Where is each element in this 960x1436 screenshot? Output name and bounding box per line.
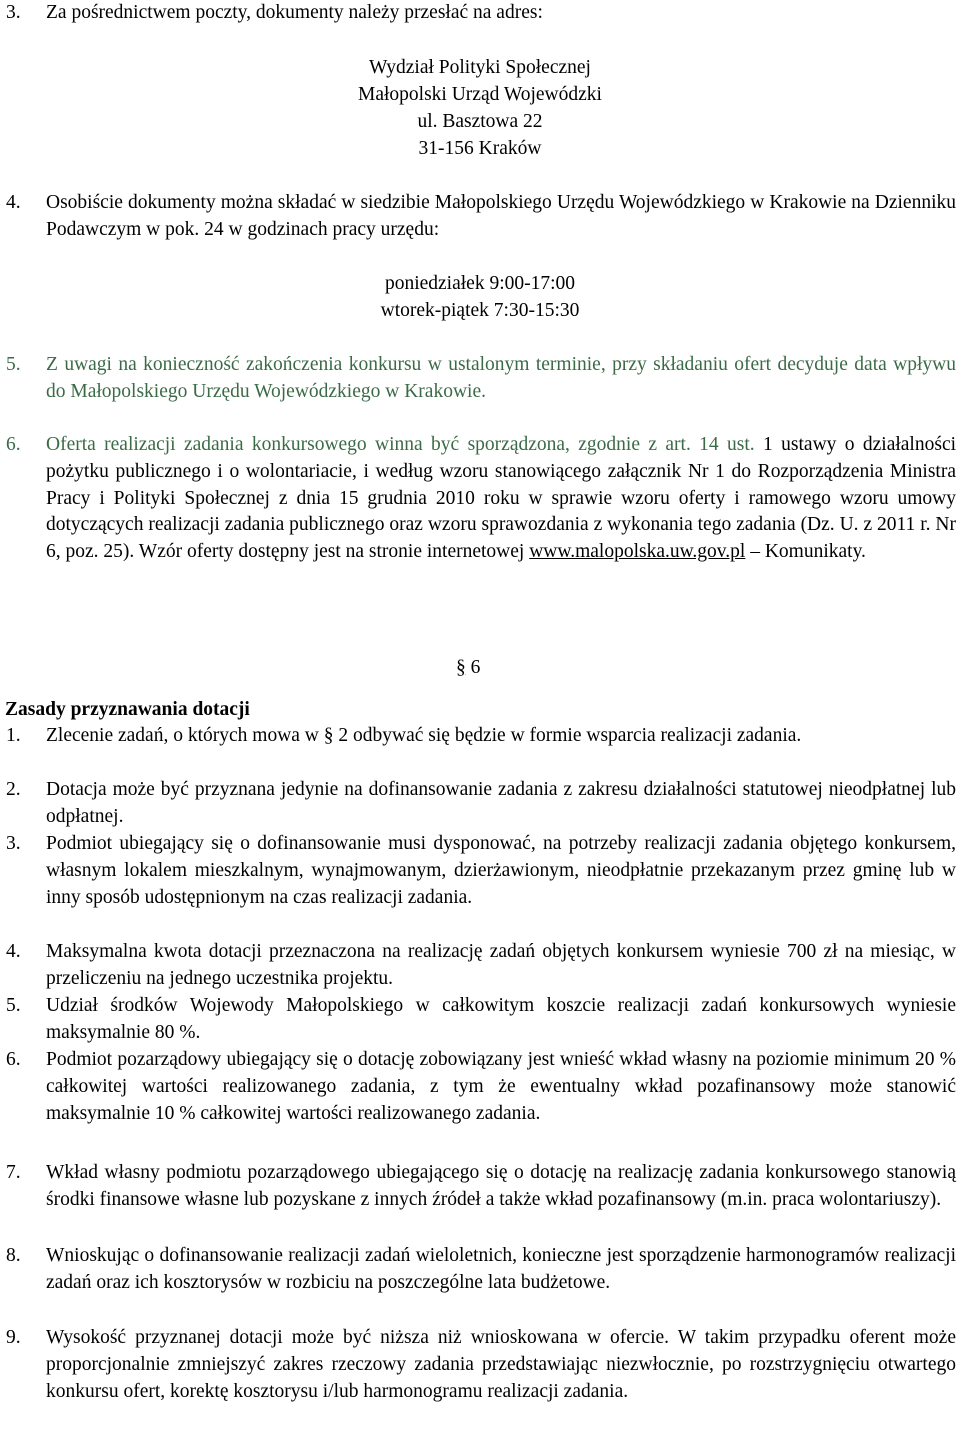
- rule-item-8: [6, 1243, 956, 1297]
- rule-item-6: [6, 1047, 956, 1127]
- list-number: 9.: [6, 1327, 21, 1348]
- list-number: 5.: [6, 354, 21, 375]
- list-item-5: [6, 352, 956, 406]
- list-item-text: Za pośrednictwem poczty, dokumenty należy przesłać na adres:: [46, 2, 543, 23]
- list-number: 6.: [6, 1049, 21, 1070]
- list-item-text: Podmiot ubiegający się o dofinansowanie musi dysponować, na potrzeby realizacji zadania objętego konkursem, własnym lokalem mieszkalnym, wynajmowanym, dzierżawionym, nieodpłatnie przekazanym przez gminę lub w inny sposób udostępnionym na czas realizacji zadania.: [46, 833, 956, 908]
- section-mark-icon: §: [456, 657, 466, 678]
- list-item-4: [6, 190, 956, 244]
- address-line-2: Małopolski Urząd Wojewódzki: [358, 84, 602, 105]
- address-line-4: 31-156 Kraków: [418, 138, 542, 159]
- list-number: 4.: [6, 192, 21, 213]
- list-item-text: Podmiot pozarządowy ubiegający się o dotację zobowiązany jest wnieść wkład własny na poziomie minimum 20 % całkowitej wartości realizowanego zadania, z tym że ewentualny wkład pozafinansowy może stanowić maksymalnie 10 % całkowitej wartości realizowanego zadania.: [46, 1049, 956, 1124]
- address-line-1: Wydział Polityki Społecznej: [369, 57, 591, 78]
- body-text-end: – Komunikaty.: [745, 541, 866, 563]
- list-item-text: Wnioskując o dofinansowanie realizacji zadań wieloletnich, konieczne jest sporządzenie harmonogramów realizacji zadań oraz ich kosztorysów w rozbiciu na poszczególne lata budżetowe.: [46, 1245, 956, 1293]
- list-item-text: Z uwagi na konieczność zakończenia konkursu w ustalonym terminie, przy składaniu ofert decyduje data wpływu do Małopolskiego Urzędu Wojewódzkiego w Krakowie.: [46, 354, 956, 402]
- website-link[interactable]: www.malopolska.uw.gov.pl: [529, 541, 746, 563]
- list-number: 7.: [6, 1162, 21, 1183]
- list-item-text: Maksymalna kwota dotacji przeznaczona na realizację zadań objętych konkursem wyniesie 700 zł na miesiąc, w przeliczeniu na jednego uczestnika projektu.: [46, 941, 956, 989]
- list-number: 1.: [6, 725, 21, 746]
- rule-item-7: [6, 1160, 956, 1214]
- hours-line-1: poniedziałek 9:00-17:00: [384, 273, 576, 294]
- rule-item-5: [6, 993, 956, 1047]
- hours-line-2: wtorek-piątek 7:30-15:30: [380, 300, 580, 321]
- section-number: [456, 653, 480, 683]
- list-item-text: Dotacja może być przyznana jedynie na dofinansowanie zadania z zakresu działalności statutowej nieodpłatnej lub odpłatnej.: [46, 779, 956, 827]
- highlighted-text: Oferta realizacji zadania konkursowego winna być sporządzona, zgodnie z art. 14 ust.: [46, 434, 755, 455]
- address-line-3: ul. Basztowa 22: [417, 111, 543, 132]
- list-number: 2.: [6, 779, 21, 800]
- rule-item-1: [6, 723, 956, 750]
- rule-item-4: [6, 939, 956, 993]
- list-item-6: [6, 432, 956, 566]
- list-item-text: [46, 432, 956, 566]
- list-number: 3.: [6, 833, 21, 854]
- list-number: 4.: [6, 941, 21, 962]
- list-number: 5.: [6, 995, 21, 1016]
- rule-item-9: [6, 1325, 956, 1405]
- list-item-text: Osobiście dokumenty można składać w siedzibie Małopolskiego Urzędu Wojewódzkiego w Krakowie na Dzienniku Podawczym w pok. 24 w godzinach pracy urzędu:: [46, 192, 956, 240]
- list-item-text: Udział środków Wojewody Małopolskiego w całkowitym koszcie realizacji zadań konkursowych wyniesie maksymalnie 80 %.: [46, 995, 956, 1043]
- list-item-3: [6, 0, 956, 27]
- list-item-text: Wkład własny podmiotu pozarządowego ubiegającego się o dotację na realizację zadania konkursowego stanowią środki finansowe własne lub pozyskane z innych źródeł a także wkład pozafinansowy (m.in. praca wolontariuszy).: [46, 1162, 956, 1210]
- list-number: 6.: [6, 434, 21, 455]
- list-number: 8.: [6, 1245, 21, 1266]
- section-title: Zasady przyznawania dotacji: [5, 699, 250, 720]
- list-item-text: Wysokość przyznanej dotacji może być niższa niż wnioskowana w ofercie. W takim przypadku oferent może proporcjonalnie zmniejszyć zakres rzeczowy zadania przedstawiając niezwłocznie, po rozstrzygnięciu otwartego konkursu ofert, korektę kosztorysu i/lub harmonogramu realizacji zadania.: [46, 1327, 956, 1402]
- section-number-value: 6: [470, 657, 481, 678]
- list-item-text: Zlecenie zadań, o których mowa w § 2 odbywać się będzie w formie wsparcia realizacji zadania.: [46, 725, 802, 746]
- rule-item-2: [6, 777, 956, 831]
- list-number: 3.: [6, 2, 21, 23]
- rule-item-3: [6, 831, 956, 911]
- body-text: 1 ustawy o działalności pożytku publicznego i o wolontariacie, i według wzoru stanowiącego załącznik Nr 1 do Rozporządzenia Ministra Pracy i Polityki Społecznej z dnia 15 grudnia 2010 roku w sprawie wzoru oferty i ramowego wzoru umowy dotyczących realizacji zadania publicznego oraz wzoru sprawozdania z wykonania tego zadania (Dz. U. z 2011 r. Nr 6, poz. 25). Wzór oferty dostępny jest na stronie internetowej: [46, 434, 957, 563]
